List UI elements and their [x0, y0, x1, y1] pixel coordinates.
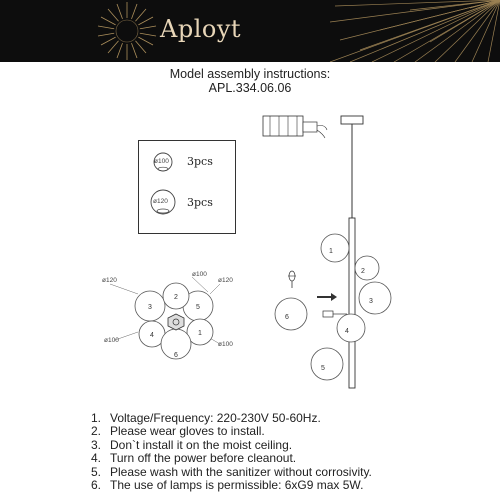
- sunburst-decoration: [0, 0, 500, 62]
- top-label-lr: ø100: [218, 341, 233, 348]
- side-globe-2: [355, 256, 379, 280]
- top-num-3: 3: [148, 304, 152, 311]
- side-num-2: 2: [361, 268, 365, 275]
- model-number: APL.334.06.06: [208, 81, 292, 95]
- note-item: 5. Please wash with the sanitizer without corrosivity.: [91, 464, 372, 479]
- top-label-ur2: ø120: [218, 277, 233, 284]
- part-size-100: ø100: [154, 158, 169, 165]
- side-globe-1: [321, 234, 349, 262]
- top-num-6: 6: [174, 352, 178, 359]
- side-globe-6: [275, 298, 307, 330]
- side-num-1: 1: [329, 248, 333, 255]
- top-num-2: 2: [174, 294, 178, 301]
- side-num-4: 4: [345, 328, 349, 335]
- side-view-diagram: [255, 108, 405, 398]
- note-item: 6. The use of lamps is permissible: 6xG9 max 5W.: [91, 478, 364, 493]
- note-item: 1. Voltage/Frequency: 220-230V 50-60Hz.: [91, 411, 321, 425]
- part-size-120: ø120: [153, 198, 168, 205]
- side-globe-3: [359, 282, 391, 314]
- side-num-3: 3: [369, 298, 373, 305]
- note-item: 2. Please wear gloves to install.: [91, 424, 265, 439]
- side-globe-4: [337, 314, 365, 342]
- part-qty-120: 3pcs: [187, 196, 213, 209]
- side-num-5: 5: [321, 365, 325, 372]
- note-item: 3. Don`t install it on the moist ceiling.: [91, 437, 293, 452]
- top-num-1: 1: [198, 330, 202, 337]
- wiring-terminal-icon: [263, 116, 327, 138]
- top-label-ul: ø120: [102, 277, 117, 284]
- top-label-ur1: ø100: [192, 271, 207, 278]
- hub-icon: [168, 314, 184, 330]
- part-qty-100: 3pcs: [187, 155, 213, 168]
- top-view-diagram: [100, 262, 260, 382]
- bulb-icon: [288, 271, 296, 288]
- top-num-5: 5: [196, 304, 200, 311]
- top-label-ll: ø100: [104, 337, 119, 344]
- title-line-1: Model assembly instructions:: [169, 67, 331, 81]
- brand-logo: Aployt: [160, 15, 242, 43]
- header-banner: [0, 0, 500, 62]
- ceiling-canopy: [341, 116, 363, 124]
- lamp-rod: [349, 218, 355, 388]
- note-item: 4. Turn off the power before cleanout.: [91, 451, 297, 466]
- side-globe-5: [311, 348, 343, 380]
- top-num-4: 4: [150, 332, 154, 339]
- side-num-6: 6: [285, 314, 289, 321]
- instructions-list: [91, 412, 372, 492]
